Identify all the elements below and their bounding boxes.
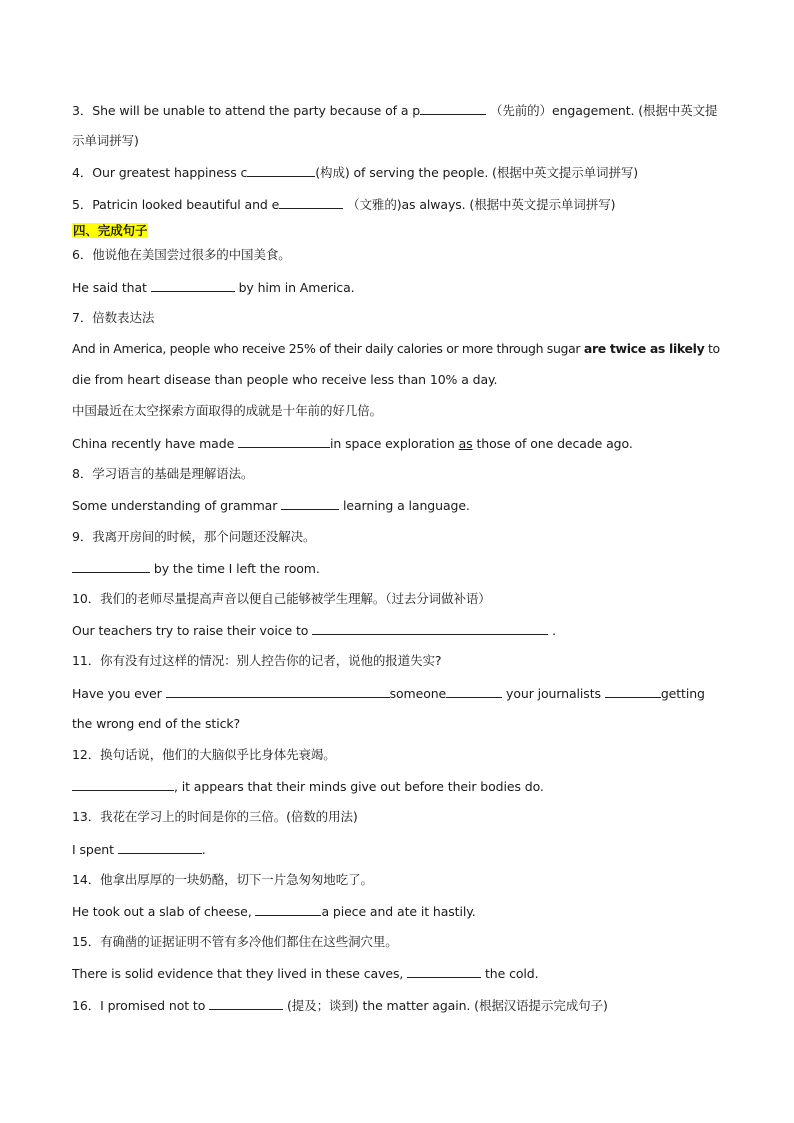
q14-chinese-text: 14．他拿出厚厚的一块奶酪，切下一片急匆匆地吃了。	[72, 872, 373, 887]
q16-blank[interactable]	[209, 996, 283, 1010]
question-14-english	[72, 902, 476, 921]
q7-passage-bold: are twice as likely	[583, 341, 705, 356]
q9-text-b: by the time I left the room.	[153, 561, 320, 576]
question-8-chinese	[72, 465, 253, 483]
q13-chinese-text: 13．我花在学习上的时间是你的三倍。(倍数的用法)	[72, 809, 358, 824]
q6-text-a: He said that	[72, 280, 147, 295]
q8-text-a: Some understanding of grammar	[72, 498, 278, 513]
question-9-chinese	[72, 528, 315, 546]
question-13-english	[72, 840, 206, 859]
section-title-text: 四、完成句子	[73, 223, 148, 238]
question-4	[72, 163, 638, 182]
q8-text-b: learning a language.	[343, 498, 470, 513]
q11-text-e: the wrong end of the stick?	[72, 716, 241, 731]
q13-text-b: .	[201, 842, 206, 857]
q4-text-a: 4．Our greatest happiness c	[72, 165, 248, 180]
q7-text-c: those of one decade ago.	[472, 436, 633, 451]
q8-chinese-text: 8．学习语言的基础是理解语法。	[72, 466, 254, 481]
q10-text-a: Our teachers try to raise their voice to	[72, 623, 309, 638]
q13-blank[interactable]	[118, 840, 202, 854]
q5-text-b: （文雅的)as always. (根据中英文提示单词拼写)	[347, 197, 616, 212]
question-7-english	[72, 434, 633, 453]
q14-text-a: He took out a slab of cheese,	[72, 904, 252, 919]
section-title	[72, 222, 148, 240]
q10-text-b: .	[552, 623, 556, 638]
question-13-chinese	[72, 808, 358, 826]
question-11-english-line-2	[72, 715, 240, 733]
q12-text-b: , it appears that their minds give out before their bodies do.	[174, 779, 544, 794]
q9-blank[interactable]	[72, 559, 150, 573]
q11-text-b: someone	[389, 686, 447, 701]
q7-title-text: 7．倍数表达法	[72, 310, 155, 325]
q11-blank-1[interactable]	[166, 684, 390, 698]
question-10-chinese	[72, 590, 491, 608]
q4-text-b: (构成) of serving the people. (根据中英文提示单词拼写)	[315, 165, 639, 180]
q10-chinese-text: 10．我们的老师尽量提高声音以便自己能够被学生理解。（过去分词做补语）	[72, 591, 491, 606]
q8-blank[interactable]	[281, 496, 339, 510]
q7-underlined-as: as	[458, 436, 473, 451]
question-8-english	[72, 496, 470, 515]
q10-blank[interactable]	[312, 621, 548, 635]
question-7-title	[72, 309, 154, 327]
q7-passage-a: And in America, people who receive 25% of their daily calories or more through sugar	[72, 341, 584, 356]
q5-text-a: 5．Patricin looked beautiful and e	[72, 197, 280, 212]
question-3-line-2	[72, 132, 139, 150]
question-3-line-1	[72, 101, 717, 120]
q7-chinese-text: 中国最近在太空探索方面取得的成就是十年前的好几倍。	[72, 403, 383, 418]
q6-blank[interactable]	[151, 278, 235, 292]
question-6-chinese	[72, 246, 291, 264]
q7-text-b: in space exploration	[330, 436, 459, 451]
q3-blank[interactable]	[420, 101, 486, 115]
question-14-chinese	[72, 871, 373, 889]
q5-blank[interactable]	[279, 195, 343, 209]
question-9-english	[72, 559, 320, 578]
q11-blank-2[interactable]	[446, 684, 502, 698]
question-10-english	[72, 621, 556, 640]
q12-chinese-text: 12．换句话说，他们的大脑似乎比身体先衰竭。	[72, 747, 336, 762]
q15-chinese-text: 15．有确凿的证据证明不管有多冷他们都住在这些洞穴里。	[72, 934, 398, 949]
q11-chinese-text: 11．你有没有过这样的情况：别人控告你的记者，说他的报道失实?	[72, 653, 442, 668]
q7-blank[interactable]	[238, 434, 330, 448]
question-5	[72, 195, 615, 214]
q13-text-a: I spent	[72, 842, 114, 857]
question-11-chinese	[72, 652, 441, 670]
q15-text-a: There is solid evidence that they lived in these caves,	[72, 966, 404, 981]
q9-chinese-text: 9．我离开房间的时候，那个问题还没解决。	[72, 529, 316, 544]
question-15-english	[72, 964, 539, 983]
q7-passage-line-2-text: die from heart disease than people who receive less than 10% a day.	[72, 372, 498, 387]
q16-text-b: (提及；谈到) the matter again. (根据汉语提示完成句子)	[287, 998, 608, 1013]
q7-text-a: China recently have made	[72, 436, 235, 451]
q14-blank[interactable]	[255, 902, 321, 916]
q3-text-b: （先前的）engagement. (根据中英文提	[489, 103, 718, 118]
q4-blank[interactable]	[247, 163, 315, 177]
q7-passage-c: to	[704, 341, 720, 356]
q11-text-a: Have you ever	[72, 686, 162, 701]
question-6-english	[72, 278, 355, 297]
q6-text-b: by him in America.	[238, 280, 355, 295]
q11-blank-3[interactable]	[605, 684, 661, 698]
question-12-chinese	[72, 746, 336, 764]
question-7-passage-line-1	[72, 340, 720, 358]
q15-blank[interactable]	[407, 964, 481, 978]
question-7-chinese	[72, 402, 382, 420]
question-7-passage-line-2	[72, 371, 497, 389]
q16-text-a: 16．I promised not to	[72, 998, 206, 1013]
question-11-english-line-1	[72, 684, 705, 703]
q12-blank[interactable]	[72, 777, 174, 791]
q3-text-c: 示单词拼写)	[72, 133, 139, 148]
question-15-chinese	[72, 933, 398, 951]
q11-text-d: getting	[660, 686, 705, 701]
question-16	[72, 996, 608, 1015]
q15-text-b: the cold.	[485, 966, 539, 981]
q11-text-c: your journalists	[506, 686, 601, 701]
q14-text-b: a piece and ate it hastily.	[321, 904, 476, 919]
q6-chinese-text: 6．他说他在美国尝过很多的中国美食。	[72, 247, 291, 262]
question-12-english	[72, 777, 544, 796]
q3-text-a: 3．She will be unable to attend the party because of a p	[72, 103, 421, 118]
